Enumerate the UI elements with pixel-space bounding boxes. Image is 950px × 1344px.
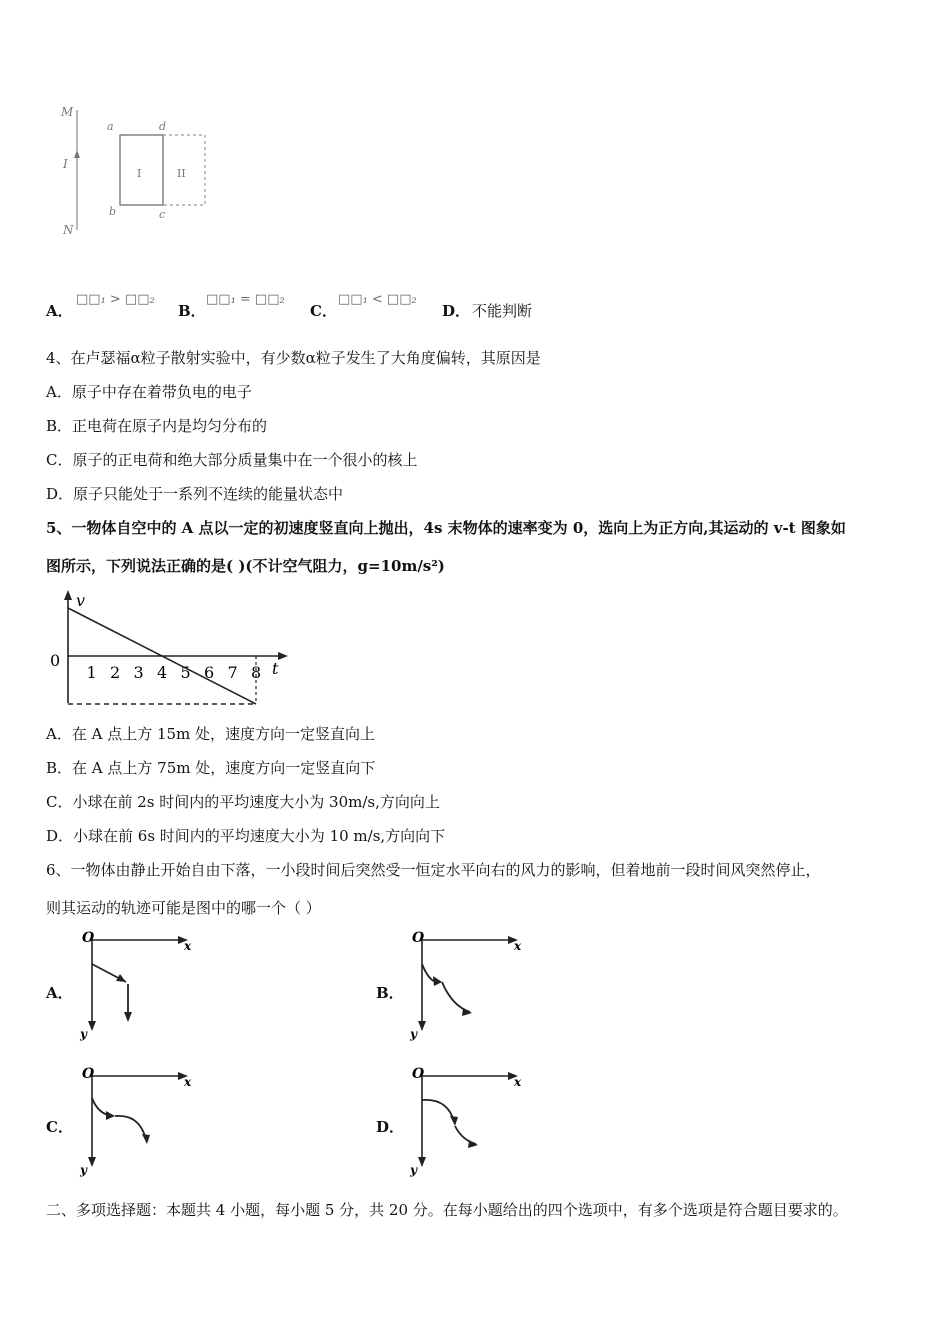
label-b: b	[109, 205, 117, 218]
label-O: O	[412, 930, 425, 946]
q6-option-a-graph	[78, 926, 198, 1046]
q6-option-c-label: C．	[46, 1118, 73, 1136]
label-M: M	[61, 105, 74, 119]
label-N: N	[63, 223, 74, 237]
q5-option-a: A．在 A 点上方 15m 处，速度方向一定竖直向上	[46, 725, 376, 743]
label-region-1: I	[137, 167, 142, 180]
q4-option-b: B．正电荷在原子内是均匀分布的	[46, 417, 268, 435]
q6-option-c-graph	[78, 1062, 198, 1182]
label-O: O	[82, 930, 95, 946]
q3-option-a-formula: □□₁ > □□₂	[76, 292, 155, 307]
label-x: x	[184, 1075, 192, 1089]
label-I: I	[63, 157, 68, 171]
y-axis-arrow	[64, 590, 72, 600]
x-tick-label-5: 5	[180, 663, 191, 682]
x-axis-label: t	[272, 659, 279, 678]
q6-option-d-label: D．	[376, 1118, 405, 1136]
figure-wire-loop	[55, 100, 255, 245]
label-x: x	[514, 1075, 522, 1089]
label-y: y	[410, 1163, 417, 1177]
q3-option-b-label: B．	[178, 302, 206, 320]
q6-option-d-graph	[408, 1062, 528, 1182]
label-O: O	[82, 1066, 95, 1082]
q5-stem-line2: 图所示，下列说法正确的是( )(不计空气阻力，g=10m/s²)	[46, 557, 445, 575]
x-tick-label-7: 7	[227, 663, 238, 682]
x-tick-label-3: 3	[133, 663, 144, 682]
q4-option-d: D．原子只能处于一系列不连续的能量状态中	[46, 485, 344, 503]
q6-option-a-label: A．	[46, 984, 73, 1002]
label-y: y	[410, 1027, 417, 1041]
label-x: x	[514, 939, 522, 953]
x-tick-label-4: 4	[157, 663, 168, 682]
origin-label: 0	[50, 651, 61, 670]
q5-option-c: C．小球在前 2s 时间内的平均速度大小为 30m/s,方向向上	[46, 793, 440, 811]
x-tick-label-2: 2	[110, 663, 121, 682]
x-tick-label-8: 8	[251, 663, 262, 682]
q3-option-d-text: 不能判断	[472, 302, 533, 320]
q3-options	[46, 292, 606, 320]
label-a: a	[107, 120, 114, 133]
q6-option-b-label: B．	[376, 984, 404, 1002]
q4-option-a: A．原子中存在着带负电的电子	[46, 383, 252, 401]
q5-stem-line1: 5、一物体自空中的 A 点以一定的初速度竖直向上抛出，4s 末物体的速率变为 0，选向上为正方向,其运动的 v-t 图象如	[46, 519, 846, 537]
label-x: x	[184, 939, 192, 953]
q6-option-b-graph	[408, 926, 528, 1046]
x-tick-label-6: 6	[204, 663, 215, 682]
q6-stem-line2: 则其运动的轨迹可能是图中的哪一个（ ）	[46, 899, 321, 917]
q4-stem: 4、在卢瑟福α粒子散射实验中，有少数α粒子发生了大角度偏转，其原因是	[46, 349, 541, 367]
label-d: d	[159, 120, 167, 133]
label-c: c	[159, 208, 166, 221]
y-axis-label: v	[76, 591, 86, 610]
q4-option-c: C．原子的正电荷和绝大部分质量集中在一个很小的核上	[46, 451, 418, 469]
x-tick-label-1: 1	[86, 663, 97, 682]
q5-option-b: B．在 A 点上方 75m 处，速度方向一定竖直向下	[46, 759, 376, 777]
x-axis-arrow	[278, 652, 288, 660]
q5-option-d: D．小球在前 6s 时间内的平均速度大小为 10 m/s,方向向下	[46, 827, 446, 845]
q6-stem-line1: 6、一物体由静止开始自由下落，一小段时间后突然受一恒定水平向右的风力的影响，但着地前一段时间风突然停止，	[46, 861, 821, 879]
q3-option-a-label: A．	[46, 302, 73, 320]
label-y: y	[80, 1163, 87, 1177]
q3-option-b-formula: □□₁ = □□₂	[206, 292, 285, 307]
q3-option-c-formula: □□₁ < □□₂	[338, 292, 417, 307]
q3-option-c-label: C．	[310, 302, 337, 320]
q3-option-d-label: D．	[442, 302, 471, 320]
vt-chart	[46, 588, 296, 708]
label-y: y	[80, 1027, 87, 1041]
label-region-2: II	[177, 167, 186, 180]
section2-heading: 二、多项选择题：本题共 4 小题，每小题 5 分，共 20 分。在每小题给出的四个选项中，有多个选项是符合题目要求的。	[46, 1201, 848, 1219]
label-O: O	[412, 1066, 425, 1082]
